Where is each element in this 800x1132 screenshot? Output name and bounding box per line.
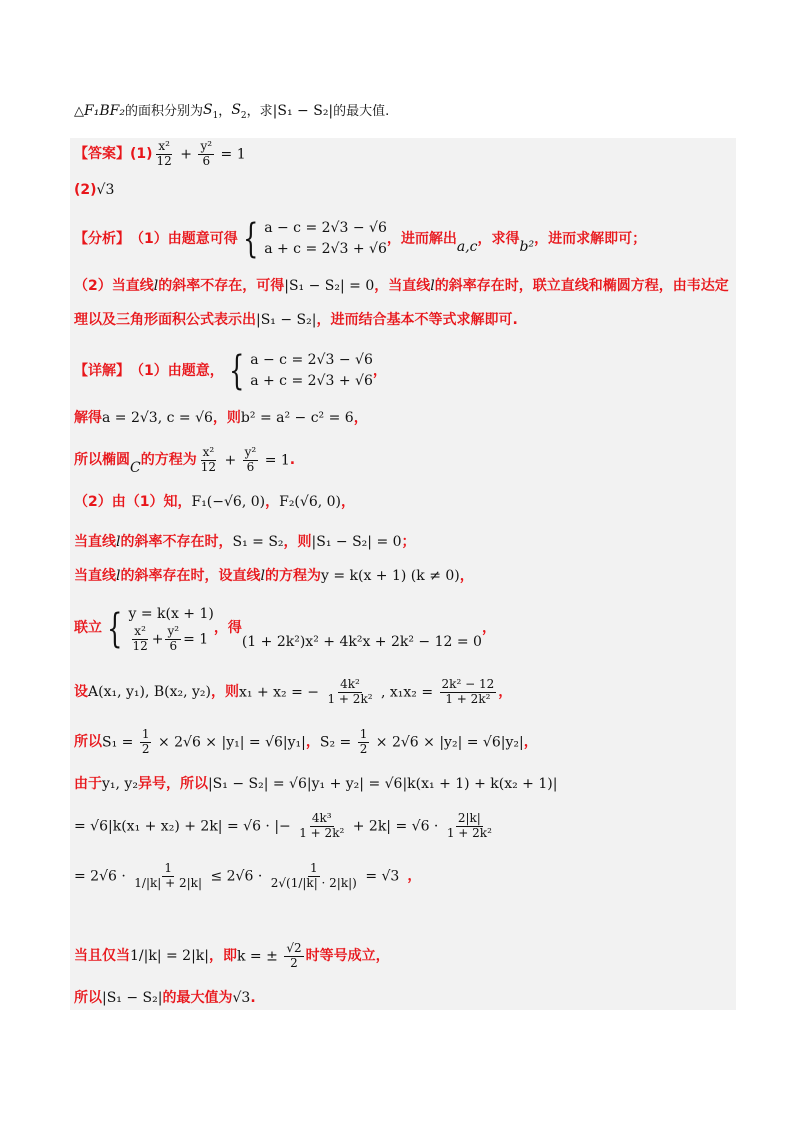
detail-foci (74, 494, 355, 511)
frac-num: x² (202, 445, 215, 459)
focus-2: F₂(√6, 0) (279, 494, 341, 510)
question-tail: △ F₁BF₂ 的面积分别为 $S_1$ ， $S_2$ ， 求 |S₁ − S₂| 的最大值. (74, 102, 390, 121)
line-var: l (430, 278, 435, 294)
detail-text: ， (407, 867, 422, 884)
s1-symbol: S (202, 102, 213, 118)
s2-expr: × 2√6 × |y₂| = √6|y₂| (375, 734, 524, 751)
sum-roots: x₁ + x₂ = − (239, 684, 320, 701)
detail-text: ， (459, 568, 474, 584)
frac-den: 2 (359, 741, 368, 756)
system-eq-1: a − c = 2√3 − √6 (250, 352, 373, 368)
abs-diff-zero: |S₁ − S₂| = 0 (284, 278, 375, 294)
abs-diff-zero: |S₁ − S₂| = 0 (311, 534, 402, 550)
eq-rhs: = 1 (220, 146, 246, 163)
result: = √3 (365, 868, 400, 885)
frac-num: 2|k| (457, 811, 481, 825)
s2-symbol: S (231, 102, 241, 118)
answer-part-2-value: √3 (96, 182, 115, 198)
frac-den: 2 (141, 741, 150, 756)
detail-text: ， (265, 494, 280, 510)
detail-text: 所以 (74, 990, 102, 1006)
analysis-line-3 (74, 312, 518, 329)
frac-num: 1 (309, 861, 318, 875)
frac-num: 4k³ (311, 811, 332, 825)
analysis-text: （1）由题意可得 (130, 230, 238, 247)
triangle-symbol: △ (74, 104, 84, 119)
detail-ellipse (74, 446, 295, 475)
system-eq-2: a + c = 2√3 + √6 (250, 373, 373, 389)
detail-text: ， (523, 733, 538, 750)
detail-text: ，则 (211, 683, 240, 700)
detail-text: 设 (74, 683, 88, 700)
frac-num: 1 (359, 727, 368, 741)
diff-expr: |S₁ − S₂| = √6|y₁ + y₂| = √6|k(x₁ + 1) + k(x₂ + 1)| (207, 776, 558, 792)
s1-label: S₁ = (102, 734, 134, 751)
detail-text: 的最大值为 (162, 990, 233, 1006)
system-eq-2: a + c = 2√3 + √6 (264, 241, 387, 257)
quadratic: (1 + 2k²)x² + 4k²x + 2k² − 12 = 0 (241, 634, 482, 651)
abs-diff: |S₁ − S₂| (256, 312, 317, 328)
detail-text: 当直线 (74, 534, 116, 550)
focus-1: F₁(−√6, 0) (191, 494, 266, 510)
detail-text: （2）由（1）知， (74, 494, 192, 510)
detail-text: 的方程为 (264, 568, 321, 584)
ac-vars: a,c (456, 238, 478, 255)
intro-text: 的面积分别为 (124, 104, 203, 119)
detail-reduce-2 (74, 862, 421, 891)
intro-ask: 求 (259, 104, 273, 119)
system-eq-1: a − c = 2√3 − √6 (264, 220, 387, 236)
frac-num: 4k² (340, 677, 360, 691)
frac-den: 1 + 2k² (299, 825, 345, 840)
frac-den: 6 (202, 153, 211, 168)
analysis-line-1: 【分析】 （1）由题意可得 { a − c = 2√3 − √6 a + c = 2√3 + √6 ，进而解出 a,c ，求得 b² ，进而求解即可； (74, 216, 647, 262)
analysis-text: （2）当直线 (74, 278, 154, 294)
analysis-line-2 (74, 278, 729, 295)
frac-den: 2 (290, 955, 298, 970)
detail-tag: 【详解】 (74, 362, 130, 379)
solve-eq: a = 2√3, c = √6 (102, 410, 213, 426)
detail-text: ， (481, 620, 496, 637)
frac-den: 6 (169, 638, 178, 653)
answer-part-2: (2) (74, 182, 97, 198)
detail-text: 的斜率不存在时， (120, 534, 233, 550)
frac-den: 1 + 2k² (446, 825, 492, 840)
detail-text: ，则 (283, 534, 312, 550)
ellipse-var: C (130, 459, 141, 476)
detail-text: ， (353, 410, 368, 426)
detail-line-1: 【详解】 （1）由题意， { a − c = 2√3 − √6 a + c = 2√3 + √6 ， (74, 348, 387, 394)
frac-den: 2√(1/|k| · 2|k|) (270, 875, 357, 890)
detail-solve (74, 410, 368, 427)
areas-equal: S₁ = S₂ (232, 534, 284, 550)
equality-condition: 1/|k| = 2|k| (130, 947, 209, 964)
detail-text: ， (498, 683, 513, 700)
detail-reduce-1 (74, 812, 496, 841)
analysis-text: ，进而结合基本不等式求解即可. (316, 312, 518, 328)
detail-text: ，则 (212, 410, 241, 426)
frac-den: 6 (246, 459, 255, 474)
reduce-expr: = √6|k(x₁ + x₂) + 2k| = √6 · |− (74, 818, 291, 835)
detail-text: 由于 (74, 776, 102, 792)
k-value: k = ± (237, 948, 278, 965)
system-eq-1: y = k(x + 1) (128, 606, 214, 622)
max-value: √3 (232, 990, 251, 1006)
answer-line-1 (74, 140, 246, 169)
analysis-tag: 【分析】 (74, 230, 130, 247)
detail-text: 当直线 (74, 568, 116, 584)
triangle-name: F₁BF₂ (84, 103, 125, 120)
intro-comma: ， (218, 104, 232, 119)
detail-text: . (250, 990, 256, 1006)
answer-part-1: (1) (130, 145, 153, 162)
frac-num: 1 (141, 727, 150, 741)
frac-num: 1 (164, 861, 172, 875)
detail-text: ， (372, 362, 387, 379)
detail-text: 异号，所以 (137, 776, 208, 792)
b-squared-eq: b² = a² − c² = 6 (240, 410, 354, 426)
analysis-text: 的斜率不存在，可得 (158, 278, 285, 294)
eq-rhs: = 1 (183, 631, 209, 648)
frac-num: √2 (286, 941, 302, 955)
inequality: ≤ 2√6 · (210, 868, 263, 885)
line-equation: y = k(x + 1) (k ≠ 0) (320, 568, 460, 584)
detail-case-1 (74, 534, 416, 551)
detail-vieta (74, 678, 512, 707)
frac-den: 1/|k| + 2|k| (134, 875, 202, 890)
plus: + (180, 146, 193, 163)
detail-text: ，得 (213, 620, 242, 637)
detail-equality (74, 942, 390, 971)
abs-diff: |S₁ − S₂| (102, 990, 163, 1006)
frac-num: y² (200, 139, 213, 153)
points: A(x₁, y₁), B(x₂, y₂) (88, 683, 212, 700)
detail-final (74, 990, 256, 1007)
detail-areas (74, 728, 538, 757)
detail-text: ，即 (209, 947, 237, 964)
detail-text: 所以 (74, 733, 102, 750)
frac-den: 12 (200, 459, 216, 474)
y-vars: y₁, y₂ (102, 776, 138, 792)
eq-rhs: = 1 (264, 452, 290, 469)
detail-text: ， (341, 494, 355, 510)
answer-tag: 【答案】 (74, 145, 130, 162)
frac-num: y² (167, 624, 180, 638)
plus: + (224, 452, 237, 469)
analysis-text: 的斜率存在时，联立直线和椭圆方程，由韦达定 (434, 278, 729, 294)
reduce-expr: = 2√6 · (74, 868, 126, 885)
detail-text: 当且仅当 (74, 947, 130, 964)
detail-text: 所以椭圆 (74, 451, 130, 468)
detail-text: 的斜率存在时，设直线 (120, 568, 261, 584)
detail-case-2 (74, 568, 474, 585)
s2-label: S₂ = (319, 734, 352, 751)
analysis-text: ，求得 (477, 230, 520, 247)
line-var: l (116, 534, 121, 550)
frac-num: 2k² − 12 (441, 677, 495, 691)
line-var: l (260, 568, 265, 584)
detail-text: ， (305, 733, 320, 750)
abs-diff: |S₁ − S₂| (272, 103, 334, 120)
detail-text: ； (401, 534, 416, 550)
detail-opposite (74, 776, 557, 793)
s1-expr: × 2√6 × |y₁| = √6|y₁| (157, 734, 306, 751)
analysis-text: ，当直线 (374, 278, 431, 294)
detail-text: 的方程为 (140, 451, 197, 468)
detail-text: 时等号成立， (305, 947, 390, 964)
plus: + (151, 631, 164, 648)
detail-join: 联立 { y = k(x + 1) $\frac{\text{x²}}{12}$ + $\frac{\text{y²}}{6}$ = 1 ，得 (1 + 2k²)x² + 4k²x + 2k² − 12 = 0 ， (74, 605, 496, 653)
intro-comma: ， (246, 104, 260, 119)
prod-roots: , x₁x₂ = (380, 684, 434, 701)
detail-text: 解得 (74, 410, 102, 426)
line-var: l (116, 568, 121, 584)
b2-var: b² (519, 238, 535, 255)
detail-text: 联立 (74, 620, 102, 637)
detail-text: （1）由题意， (130, 362, 224, 379)
frac-den: 1 + 2k² (327, 691, 373, 706)
frac-num: x² (134, 624, 146, 638)
frac-num: y² (244, 445, 257, 459)
answer-line-2 (74, 182, 114, 199)
frac-den: 12 (132, 638, 148, 653)
frac-num: x² (158, 139, 170, 153)
intro-end: 的最大值. (333, 104, 390, 119)
frac-den: 12 (156, 153, 172, 168)
line-var: l (153, 278, 159, 294)
analysis-text: ，进而解出 (386, 230, 457, 247)
analysis-text: 理以及三角形面积公式表示出 (74, 312, 256, 328)
frac-den: 1 + 2k² (445, 691, 491, 706)
analysis-text: ，进而求解即可； (534, 230, 647, 247)
detail-text: . (289, 451, 296, 468)
reduce-expr: + 2k| = √6 · (352, 818, 439, 835)
